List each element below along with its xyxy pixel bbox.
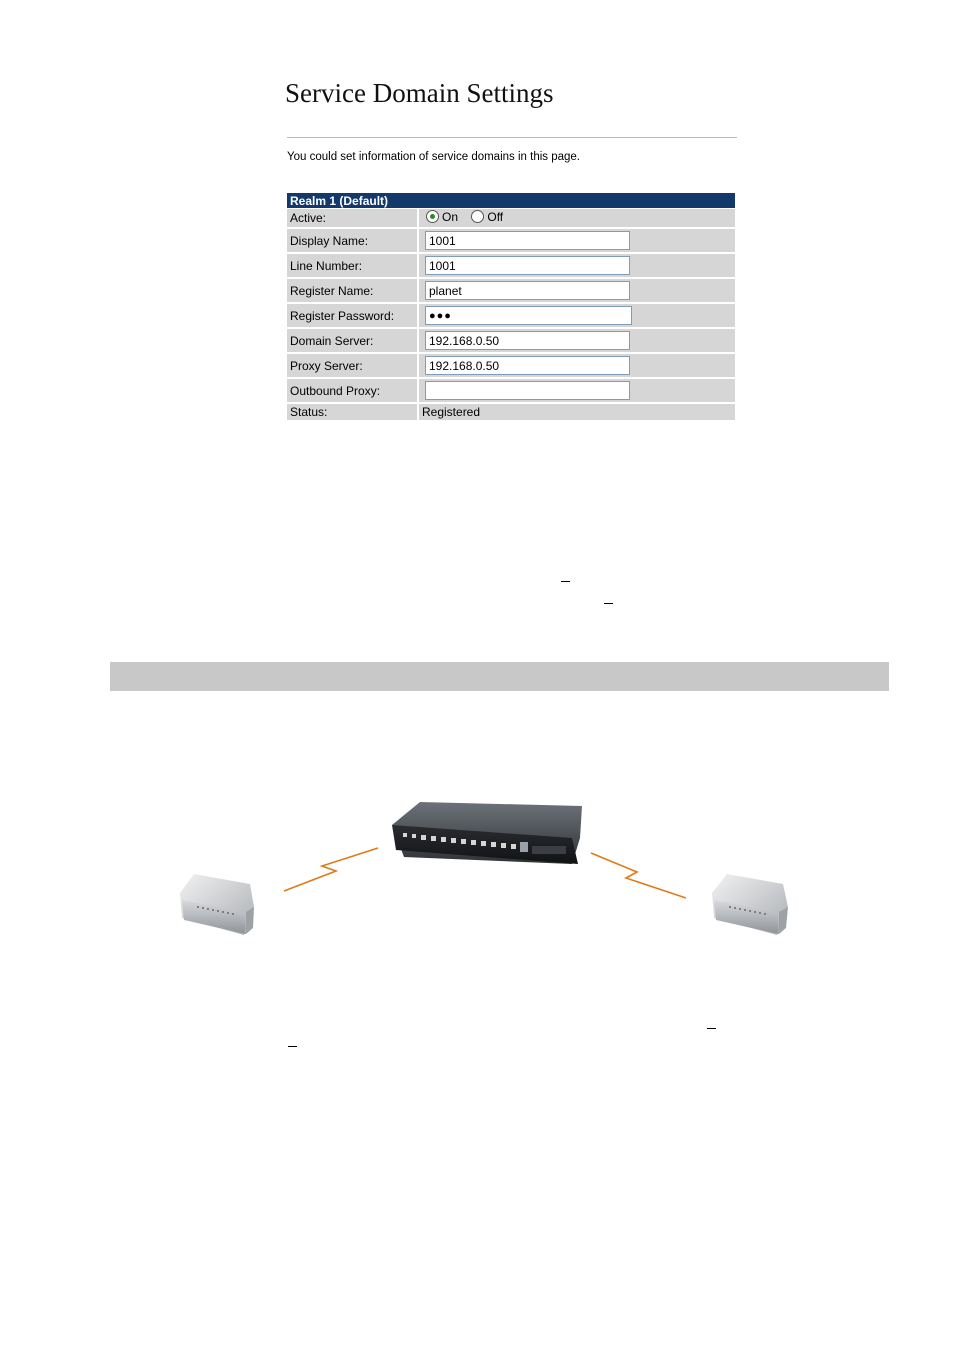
active-on-radio[interactable] — [426, 210, 439, 223]
title-divider — [287, 137, 737, 138]
line-number-input[interactable] — [425, 256, 630, 275]
status-row — [287, 404, 735, 420]
register-password-input[interactable] — [425, 306, 632, 325]
active-row — [287, 209, 735, 229]
blank-mark — [604, 603, 613, 604]
active-off-label: Off — [487, 209, 504, 224]
register-name-label: Register Name: — [287, 279, 419, 304]
line-number-label: Line Number: — [287, 254, 419, 279]
display-name-input[interactable] — [425, 231, 630, 250]
active-label: Active: — [287, 209, 419, 229]
active-on-label: On — [442, 209, 459, 224]
voip-adapter-right — [712, 874, 788, 935]
outbound-proxy-input[interactable] — [425, 381, 630, 400]
status-value: Registered — [419, 404, 735, 420]
display-name-row — [287, 229, 735, 254]
gateway-device — [392, 802, 582, 864]
display-name-label: Display Name: — [287, 229, 419, 254]
active-off-option[interactable] — [471, 210, 503, 224]
realm-settings-table — [287, 193, 735, 420]
domain-server-label: Domain Server: — [287, 329, 419, 354]
outbound-proxy-label: Outbound Proxy: — [287, 379, 419, 404]
realm-header: Realm 1 (Default) — [287, 193, 735, 209]
realm-header-row — [287, 193, 735, 209]
network-diagram — [0, 760, 954, 980]
domain-server-input[interactable] — [425, 331, 630, 350]
wireless-link-right-icon — [591, 853, 686, 898]
wireless-link-left-icon — [284, 848, 378, 891]
section-heading-bar — [110, 662, 889, 691]
page-title: Service Domain Settings — [285, 78, 554, 108]
register-password-label: Register Password: — [287, 304, 419, 329]
register-name-input[interactable] — [425, 281, 630, 300]
status-label: Status: — [287, 404, 419, 420]
line-number-row — [287, 254, 735, 279]
voip-adapter-left — [180, 874, 254, 935]
register-name-row — [287, 279, 735, 304]
domain-server-row — [287, 329, 735, 354]
proxy-server-input[interactable] — [425, 356, 630, 375]
active-off-radio[interactable] — [471, 210, 484, 223]
intro-text: You could set information of service domains in this page. — [287, 151, 580, 163]
blank-mark — [561, 581, 570, 582]
proxy-server-label: Proxy Server: — [287, 354, 419, 379]
active-options — [419, 209, 735, 229]
proxy-server-row — [287, 354, 735, 379]
blank-mark — [707, 1028, 716, 1029]
outbound-proxy-row — [287, 379, 735, 404]
register-password-row — [287, 304, 735, 329]
blank-mark — [288, 1046, 297, 1047]
active-on-option[interactable] — [426, 210, 458, 224]
